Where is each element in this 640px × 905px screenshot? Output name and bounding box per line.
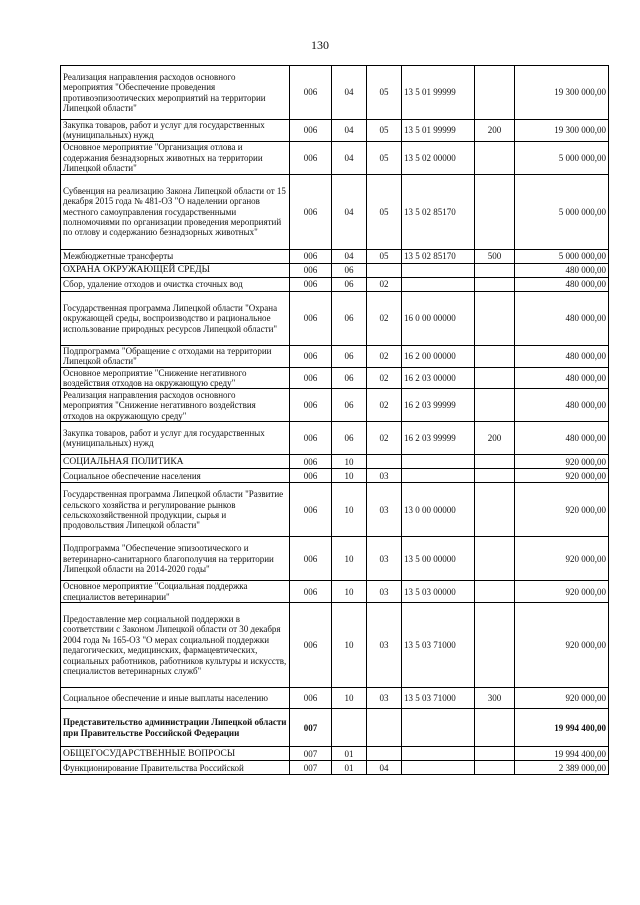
table-row [61, 455, 609, 469]
expense-type-cell: 200 [475, 120, 515, 142]
subsection-cell [367, 455, 402, 469]
expense-type-cell [475, 141, 515, 174]
section-cell: 06 [332, 345, 367, 367]
expense-name-cell: Межбюджетные трансферты [61, 249, 290, 263]
subsection-cell: 03 [367, 581, 402, 603]
ministry-code-cell: 006 [290, 174, 332, 249]
subsection-cell [367, 709, 402, 747]
amount-cell: 480 000,00 [515, 291, 609, 345]
section-cell: 04 [332, 141, 367, 174]
table-row [61, 422, 609, 455]
target-article-cell: 13 5 02 85170 [402, 174, 475, 249]
target-article-cell: 13 5 03 71000 [402, 688, 475, 709]
expense-name-cell: ОХРАНА ОКРУЖАЮЩЕЙ СРЕДЫ [61, 263, 290, 277]
target-article-cell [402, 761, 475, 775]
section-cell: 06 [332, 263, 367, 277]
ministry-code-cell: 006 [290, 537, 332, 581]
section-cell: 10 [332, 469, 367, 483]
amount-cell: 480 000,00 [515, 389, 609, 422]
amount-cell: 920 000,00 [515, 581, 609, 603]
table-row [61, 537, 609, 581]
subsection-cell: 03 [367, 469, 402, 483]
ministry-code-cell: 006 [290, 688, 332, 709]
expense-name-cell: Предоставление мер социальной поддержки в соответствии с Законом Липецкой области от 30 декабря 2004 года № 165-ОЗ "О мерах социальной поддержки педагогических, медицинских, фармацевтических, социальных работников, работников культуры и искусств, специалистов ветеринарных служб" [61, 603, 290, 688]
amount-cell: 480 000,00 [515, 263, 609, 277]
table-row [61, 603, 609, 688]
target-article-cell [402, 455, 475, 469]
amount-cell: 920 000,00 [515, 537, 609, 581]
expense-name-cell: Государственная программа Липецкой области "Охрана окружающей среды, воспроизводство и рациональное использование природных ресурсов Липецкой области" [61, 291, 290, 345]
amount-cell: 19 994 400,00 [515, 709, 609, 747]
expense-name-cell: Основное мероприятие "Организация отлова и содержания безнадзорных животных на территории Липецкой области" [61, 141, 290, 174]
expense-name-cell: Функционирование Правительства Российской [61, 761, 290, 775]
expense-name-cell: Закупка товаров, работ и услуг для государственных (муниципальных) нужд [61, 120, 290, 142]
expense-type-cell: 500 [475, 249, 515, 263]
amount-cell: 5 000 000,00 [515, 174, 609, 249]
section-cell: 10 [332, 581, 367, 603]
subsection-cell: 02 [367, 291, 402, 345]
table-row [61, 688, 609, 709]
section-cell: 04 [332, 120, 367, 142]
expense-type-cell [475, 455, 515, 469]
target-article-cell: 13 5 02 00000 [402, 141, 475, 174]
subsection-cell: 05 [367, 120, 402, 142]
target-article-cell: 16 2 03 99999 [402, 389, 475, 422]
subsection-cell: 02 [367, 345, 402, 367]
table-row [61, 747, 609, 761]
expense-type-cell [475, 174, 515, 249]
ministry-code-cell: 006 [290, 581, 332, 603]
target-article-cell: 16 2 03 00000 [402, 367, 475, 389]
target-article-cell: 13 5 02 85170 [402, 249, 475, 263]
section-cell: 06 [332, 291, 367, 345]
amount-cell: 19 300 000,00 [515, 66, 609, 120]
expense-name-cell: Сбор, удаление отходов и очистка сточных вод [61, 277, 290, 291]
subsection-cell: 03 [367, 688, 402, 709]
budget-table [60, 65, 609, 775]
expense-type-cell [475, 483, 515, 537]
expense-name-cell: Подпрограмма "Обращение с отходами на территории Липецкой области" [61, 345, 290, 367]
ministry-code-cell: 006 [290, 66, 332, 120]
ministry-code-cell: 006 [290, 249, 332, 263]
expense-type-cell [475, 263, 515, 277]
target-article-cell [402, 263, 475, 277]
ministry-code-cell: 006 [290, 455, 332, 469]
section-cell: 06 [332, 277, 367, 291]
expense-type-cell [475, 469, 515, 483]
target-article-cell [402, 747, 475, 761]
target-article-cell: 13 5 01 99999 [402, 66, 475, 120]
expense-type-cell [475, 345, 515, 367]
section-cell: 06 [332, 367, 367, 389]
expense-name-cell: Реализация направления расходов основного мероприятия "Снижение негативного воздействия отходов на окружающую среду" [61, 389, 290, 422]
target-article-cell: 13 5 03 71000 [402, 603, 475, 688]
section-cell: 06 [332, 422, 367, 455]
amount-cell: 19 994 400,00 [515, 747, 609, 761]
section-cell: 06 [332, 389, 367, 422]
table-body [61, 66, 609, 775]
expense-name-cell: Представительство администрации Липецкой области при Правительстве Российской Федерации [61, 709, 290, 747]
subsection-cell: 05 [367, 174, 402, 249]
subsection-cell: 05 [367, 66, 402, 120]
table-row [61, 483, 609, 537]
ministry-code-cell: 006 [290, 603, 332, 688]
target-article-cell [402, 469, 475, 483]
ministry-code-cell: 006 [290, 291, 332, 345]
section-cell: 01 [332, 747, 367, 761]
expense-type-cell [475, 761, 515, 775]
section-cell: 10 [332, 455, 367, 469]
section-cell: 04 [332, 249, 367, 263]
expense-type-cell: 200 [475, 422, 515, 455]
amount-cell: 19 300 000,00 [515, 120, 609, 142]
expense-name-cell: Подпрограмма "Обеспечение эпизоотического и ветеринарно-санитарного благополучия на территории Липецкой области на 2014-2020 годы" [61, 537, 290, 581]
target-article-cell: 13 5 03 00000 [402, 581, 475, 603]
table-row [61, 389, 609, 422]
ministry-code-cell: 006 [290, 389, 332, 422]
table-row [61, 469, 609, 483]
expense-type-cell [475, 277, 515, 291]
ministry-code-cell: 006 [290, 422, 332, 455]
subsection-cell: 02 [367, 422, 402, 455]
expense-type-cell [475, 709, 515, 747]
expense-name-cell: ОБЩЕГОСУДАРСТВЕННЫЕ ВОПРОСЫ [61, 747, 290, 761]
table-row [61, 263, 609, 277]
expense-name-cell: Субвенция на реализацию Закона Липецкой области от 15 декабря 2015 года № 481-ОЗ "О наделении органов местного самоуправления государственными полномочиями по организации проведения мероприятий по отлову и содержанию безнадзорных животных" [61, 174, 290, 249]
section-cell: 10 [332, 537, 367, 581]
expense-type-cell [475, 389, 515, 422]
ministry-code-cell: 006 [290, 345, 332, 367]
target-article-cell: 16 2 03 99999 [402, 422, 475, 455]
subsection-cell: 02 [367, 367, 402, 389]
amount-cell: 480 000,00 [515, 345, 609, 367]
ministry-code-cell: 007 [290, 709, 332, 747]
table-row [61, 709, 609, 747]
subsection-cell [367, 747, 402, 761]
target-article-cell [402, 277, 475, 291]
expense-name-cell: Социальное обеспечение и иные выплаты населению [61, 688, 290, 709]
table-row [61, 120, 609, 142]
expense-type-cell [475, 581, 515, 603]
ministry-code-cell: 006 [290, 367, 332, 389]
table-row [61, 367, 609, 389]
subsection-cell: 02 [367, 277, 402, 291]
table-row [61, 141, 609, 174]
section-cell: 01 [332, 761, 367, 775]
target-article-cell: 13 0 00 00000 [402, 483, 475, 537]
target-article-cell: 13 5 01 99999 [402, 120, 475, 142]
expense-name-cell: Основное мероприятие "Снижение негативного воздействия отходов на окружающую среду" [61, 367, 290, 389]
amount-cell: 920 000,00 [515, 455, 609, 469]
ministry-code-cell: 007 [290, 761, 332, 775]
ministry-code-cell: 006 [290, 483, 332, 537]
subsection-cell: 03 [367, 483, 402, 537]
expense-type-cell [475, 66, 515, 120]
subsection-cell: 05 [367, 249, 402, 263]
target-article-cell: 16 2 00 00000 [402, 345, 475, 367]
table-row [61, 277, 609, 291]
ministry-code-cell: 006 [290, 277, 332, 291]
table-row [61, 249, 609, 263]
expense-name-cell: Социальное обеспечение населения [61, 469, 290, 483]
expense-name-cell: Реализация направления расходов основного мероприятия "Обеспечение проведения противоэпизоотических мероприятий на территории Липецкой области" [61, 66, 290, 120]
subsection-cell [367, 263, 402, 277]
target-article-cell: 16 0 00 00000 [402, 291, 475, 345]
subsection-cell: 04 [367, 761, 402, 775]
expense-name-cell: СОЦИАЛЬНАЯ ПОЛИТИКА [61, 455, 290, 469]
table-row [61, 66, 609, 120]
amount-cell: 480 000,00 [515, 422, 609, 455]
table-row [61, 291, 609, 345]
table-row [61, 761, 609, 775]
target-article-cell [402, 709, 475, 747]
section-cell [332, 709, 367, 747]
expense-type-cell: 300 [475, 688, 515, 709]
expense-name-cell: Закупка товаров, работ и услуг для государственных (муниципальных) нужд [61, 422, 290, 455]
section-cell: 10 [332, 688, 367, 709]
table-row [61, 581, 609, 603]
amount-cell: 2 389 000,00 [515, 761, 609, 775]
amount-cell: 920 000,00 [515, 603, 609, 688]
page-number: 130 [311, 38, 329, 52]
expense-name-cell: Основное мероприятие "Социальная поддержка специалистов ветеринарии" [61, 581, 290, 603]
section-cell: 10 [332, 483, 367, 537]
expense-name-cell: Государственная программа Липецкой области "Развитие сельского хозяйства и регулирование рынков сельскохозяйственной продукции, сырья и продовольствия Липецкой области" [61, 483, 290, 537]
expense-type-cell [475, 367, 515, 389]
ministry-code-cell: 007 [290, 747, 332, 761]
expense-type-cell [475, 291, 515, 345]
expense-type-cell [475, 537, 515, 581]
table-row [61, 345, 609, 367]
table-row [61, 174, 609, 249]
subsection-cell: 03 [367, 603, 402, 688]
amount-cell: 920 000,00 [515, 688, 609, 709]
section-cell: 04 [332, 174, 367, 249]
ministry-code-cell: 006 [290, 469, 332, 483]
subsection-cell: 03 [367, 537, 402, 581]
expense-type-cell [475, 747, 515, 761]
amount-cell: 5 000 000,00 [515, 141, 609, 174]
amount-cell: 920 000,00 [515, 469, 609, 483]
ministry-code-cell: 006 [290, 141, 332, 174]
subsection-cell: 05 [367, 141, 402, 174]
amount-cell: 480 000,00 [515, 277, 609, 291]
subsection-cell: 02 [367, 389, 402, 422]
section-cell: 10 [332, 603, 367, 688]
section-cell: 04 [332, 66, 367, 120]
amount-cell: 480 000,00 [515, 367, 609, 389]
amount-cell: 920 000,00 [515, 483, 609, 537]
expense-type-cell [475, 603, 515, 688]
target-article-cell: 13 5 00 00000 [402, 537, 475, 581]
ministry-code-cell: 006 [290, 120, 332, 142]
ministry-code-cell: 006 [290, 263, 332, 277]
amount-cell: 5 000 000,00 [515, 249, 609, 263]
